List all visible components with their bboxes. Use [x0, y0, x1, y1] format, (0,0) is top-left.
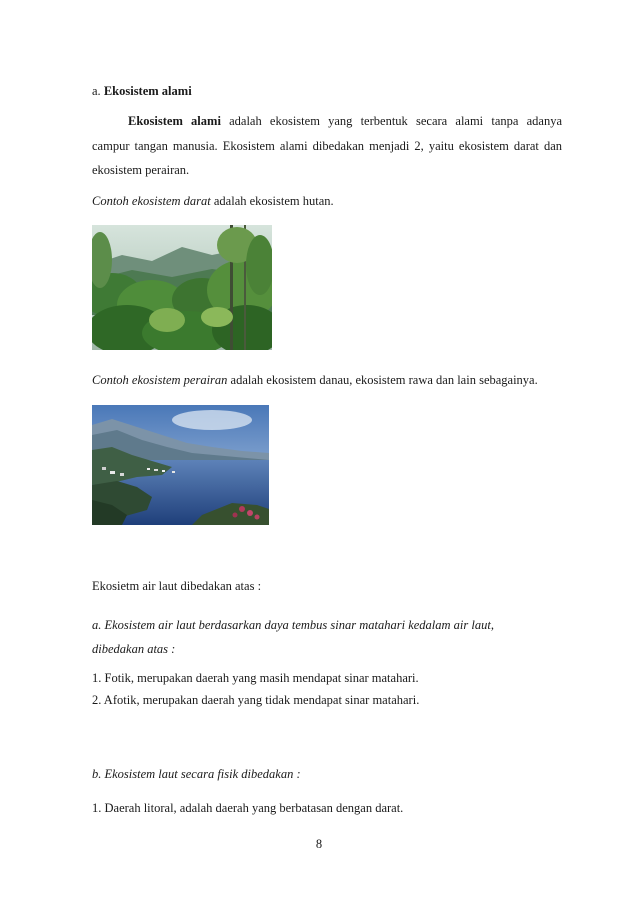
- list-item: 1. Daerah litoral, adalah daerah yang berbatasan dengan darat.: [92, 801, 404, 815]
- lake-photo: [92, 405, 269, 525]
- section-prefix: a.: [92, 84, 104, 98]
- paragraph-line-2: campur tangan manusia. Ekosistem alami dibedakan menjadi 2, yaitu ekosistem darat dan: [92, 139, 562, 153]
- paragraph-line-1: Ekosistem alami adalah ekosistem yang terbentuk secara alami tanpa adanya: [128, 114, 562, 128]
- section-title: Ekosistem alami: [103, 84, 192, 98]
- sea-intro: Ekosietm air laut dibedakan atas :: [92, 579, 262, 593]
- example-land-label: Contoh ekosistem darat: [92, 194, 211, 208]
- paragraph-line-3: ekosistem perairan.: [92, 163, 190, 177]
- forest-photo: [92, 225, 272, 350]
- list-item: 1. Fotik, merupakan daerah yang masih mendapat sinar matahari.: [92, 671, 419, 685]
- section-heading: [92, 83, 192, 99]
- example-water: Contoh ekosistem perairan adalah ekosistem danau, ekosistem rawa dan lain sebagainya.: [92, 373, 538, 387]
- list-item: 2. Afotik, merupakan daerah yang tidak mendapat sinar matahari.: [92, 693, 420, 707]
- subsection-a-line-2: dibedakan atas :: [92, 642, 176, 656]
- paragraph-term: Ekosistem alami: [128, 114, 221, 128]
- subsection-b-heading: b. Ekosistem laut secara fisik dibedakan :: [92, 767, 301, 781]
- example-land: Contoh ekosistem darat adalah ekosistem hutan.: [92, 194, 334, 208]
- subsection-a-line-1: a. Ekosistem air laut berdasarkan daya tembus sinar matahari kedalam air laut,: [92, 618, 494, 632]
- example-water-label: Contoh ekosistem perairan: [92, 373, 228, 387]
- page-number: 8: [315, 837, 323, 851]
